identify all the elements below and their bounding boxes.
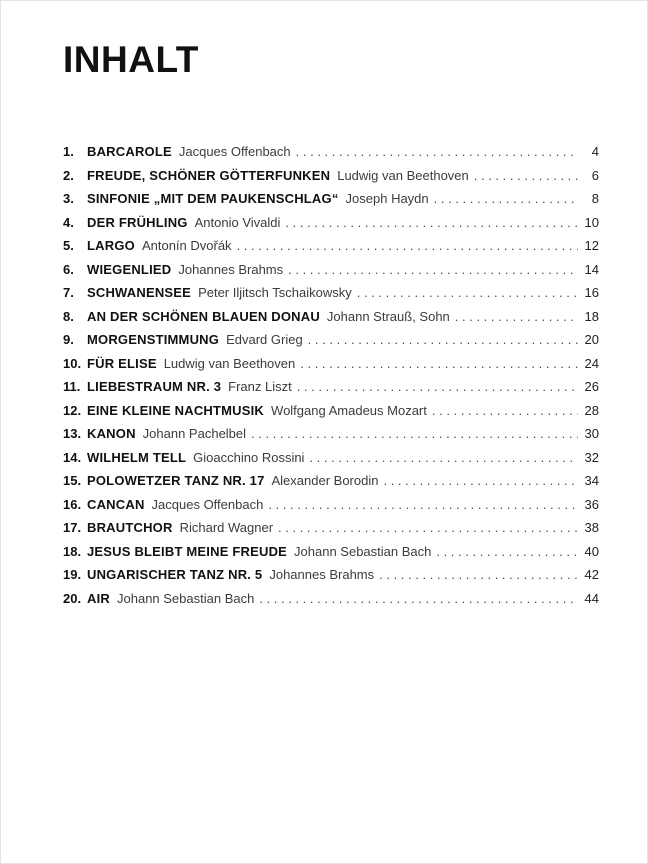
entry-page: 26 — [584, 379, 599, 394]
entry-page: 40 — [584, 543, 599, 559]
dot-leader — [251, 422, 578, 446]
dot-leader — [237, 234, 578, 258]
table-row — [63, 587, 599, 611]
entry-number: 17. — [63, 520, 82, 535]
table-row — [63, 540, 599, 564]
entry-number: 13. — [63, 426, 82, 441]
entry-number: 12. — [63, 402, 82, 418]
dot-leader — [278, 516, 578, 540]
entry-composer: Gioacchino Rossini — [193, 449, 305, 465]
entry-title: BRAUTCHOR — [87, 520, 173, 535]
entry-title: UNGARISCHER TANZ NR. 5 — [87, 567, 263, 582]
page-title: INHALT — [63, 39, 199, 80]
table-row — [63, 234, 599, 258]
entry-title: KANON — [87, 426, 136, 441]
entry-composer: Antonín Dvořák — [141, 238, 232, 253]
entry-composer: Johannes Brahms — [178, 261, 284, 277]
toc-list — [63, 140, 599, 610]
entry-page: 34 — [584, 473, 599, 488]
entry-title: WIEGENLIED — [87, 261, 172, 277]
entry-number: 15. — [63, 473, 82, 488]
entry-page: 32 — [584, 449, 599, 465]
table-row — [63, 305, 599, 329]
entry-page: 16 — [584, 285, 599, 300]
table-row — [63, 328, 599, 352]
entry-page: 38 — [584, 520, 599, 535]
dot-leader — [309, 446, 578, 470]
table-row — [63, 446, 599, 470]
entry-composer: Peter Iljitsch Tschaikowsky — [198, 285, 352, 300]
entry-composer: Johannes Brahms — [269, 567, 375, 582]
entry-number: 8. — [63, 308, 74, 324]
entry-title: WILHELM TELL — [87, 449, 187, 465]
entry-number: 20. — [63, 590, 82, 606]
entry-title: AIR — [87, 590, 110, 606]
table-row — [63, 352, 599, 376]
entry-composer: Richard Wagner — [179, 520, 274, 535]
entry-number: 4. — [63, 214, 74, 230]
entry-page: 36 — [584, 496, 599, 512]
table-row — [63, 187, 599, 211]
entry-page: 24 — [584, 355, 599, 371]
entry-composer: Ludwig van Beethoven — [163, 355, 296, 371]
entry-title: JESUS BLEIBT MEINE FREUDE — [87, 543, 288, 559]
entry-page: 6 — [591, 167, 599, 183]
entry-composer: Wolfgang Amadeus Mozart — [271, 402, 427, 418]
entry-title: POLOWETZER TANZ NR. 17 — [87, 473, 265, 488]
entry-page: 4 — [591, 144, 599, 159]
table-row — [63, 258, 599, 282]
table-row — [63, 399, 599, 423]
entry-title: CANCAN — [87, 496, 145, 512]
table-row — [63, 164, 599, 188]
entry-title: LIEBESTRAUM NR. 3 — [87, 379, 222, 394]
entry-number: 6. — [63, 261, 74, 277]
entry-number: 3. — [63, 191, 74, 206]
entry-composer: Johann Sebastian Bach — [294, 543, 432, 559]
entry-composer: Edvard Grieg — [226, 332, 303, 347]
entry-composer: Jacques Offenbach — [178, 144, 291, 159]
entry-title: SINFONIE „MIT DEM PAUKENSCHLAG“ — [87, 191, 339, 206]
table-row — [63, 375, 599, 399]
dot-leader — [436, 540, 578, 564]
entry-number: 5. — [63, 238, 74, 253]
entry-page: 44 — [584, 590, 599, 606]
entry-number: 14. — [63, 449, 82, 465]
entry-number: 11. — [63, 379, 81, 394]
dot-leader — [300, 352, 578, 376]
entry-composer: Johann Strauß, Sohn — [326, 308, 450, 324]
entry-composer: Alexander Borodin — [271, 473, 379, 488]
dot-leader — [296, 140, 578, 164]
table-row — [63, 493, 599, 517]
entry-number: 19. — [63, 567, 82, 582]
entry-number: 7. — [63, 285, 74, 300]
entry-page: 30 — [584, 426, 599, 441]
entry-number: 18. — [63, 543, 82, 559]
entry-title: BARCAROLE — [87, 144, 172, 159]
entry-title: MORGENSTIMMUNG — [87, 332, 220, 347]
dot-leader — [308, 328, 578, 352]
table-row — [63, 281, 599, 305]
dot-leader — [285, 211, 578, 235]
dot-leader — [357, 281, 578, 305]
dot-leader — [297, 375, 578, 399]
entry-page: 28 — [584, 402, 599, 418]
entry-composer: Johann Pachelbel — [142, 426, 247, 441]
entry-page: 42 — [584, 567, 599, 582]
table-row — [63, 516, 599, 540]
entry-composer: Jacques Offenbach — [151, 496, 264, 512]
dot-leader — [379, 563, 578, 587]
entry-number: 2. — [63, 167, 74, 183]
dot-leader — [474, 164, 578, 188]
entry-title: EINE KLEINE NACHTMUSIK — [87, 402, 265, 418]
entry-number: 9. — [63, 332, 74, 347]
dot-leader — [259, 587, 578, 611]
entry-page: 10 — [584, 214, 599, 230]
entry-page: 14 — [584, 261, 599, 277]
table-row — [63, 563, 599, 587]
entry-composer: Johann Sebastian Bach — [117, 590, 255, 606]
dot-leader — [434, 187, 578, 211]
dot-leader — [288, 258, 578, 282]
entry-title: LARGO — [87, 238, 135, 253]
entry-title: DER FRÜHLING — [87, 214, 188, 230]
table-row — [63, 469, 599, 493]
table-row — [63, 422, 599, 446]
entry-page: 12 — [584, 238, 599, 253]
table-row — [63, 211, 599, 235]
entry-composer: Franz Liszt — [228, 379, 292, 394]
table-row — [63, 140, 599, 164]
entry-composer: Antonio Vivaldi — [194, 214, 281, 230]
document-page — [1, 1, 647, 863]
entry-number: 10. — [63, 355, 82, 371]
dot-leader — [383, 469, 578, 493]
entry-number: 1. — [63, 144, 74, 159]
entry-page: 20 — [584, 332, 599, 347]
entry-page: 8 — [591, 191, 599, 206]
dot-leader — [432, 399, 578, 423]
dot-leader — [455, 305, 578, 329]
dot-leader — [268, 493, 578, 517]
entry-composer: Ludwig van Beethoven — [337, 167, 469, 183]
entry-page: 18 — [584, 308, 599, 324]
entry-title: FREUDE, SCHÖNER GÖTTERFUNKEN — [87, 167, 331, 183]
entry-title: SCHWANENSEE — [87, 285, 192, 300]
entry-title: AN DER SCHÖNEN BLAUEN DONAU — [87, 308, 320, 324]
entry-title: FÜR ELISE — [87, 355, 157, 371]
entry-composer: Joseph Haydn — [345, 191, 429, 206]
entry-number: 16. — [63, 496, 82, 512]
